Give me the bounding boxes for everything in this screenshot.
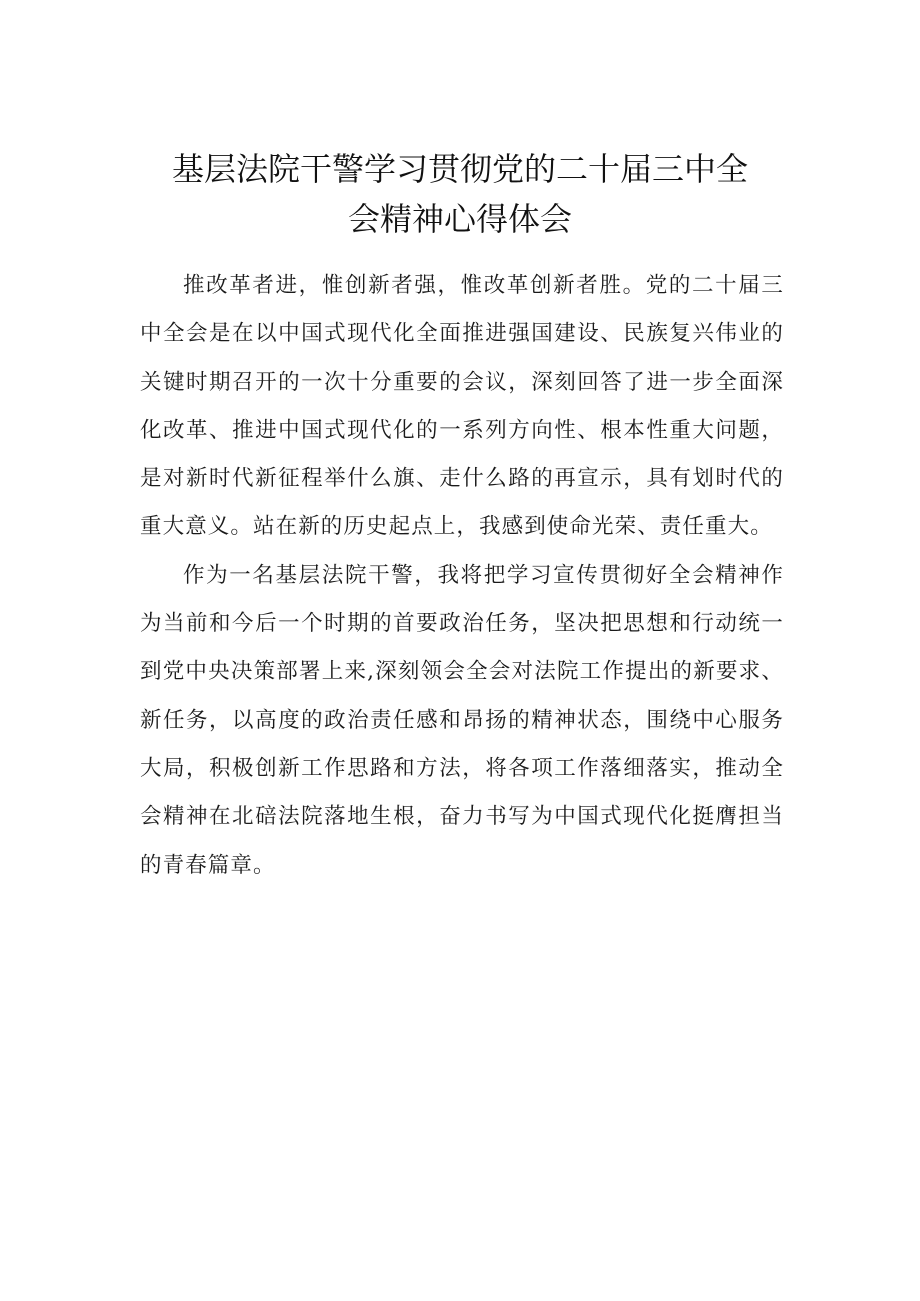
title-line-1: 基层法院干警学习贯彻党的二十届三中全 — [171, 150, 748, 188]
paragraph-2: 作为一名基层法院干警，我将把学习宣传贯彻好全会精神作为当前和今后一个时期的首要政治任务，坚决把思想和行动统一到党中央决策部署上来,深刻领会全会对法院工作提出的新要求、新任务，以高度的政治责任感和昂扬的精神状态，围绕中心服务大局，积极创新工作思路和方法，将各项工作落细落实，推动全会精神在北碚法院落地生根，奋力书写为中国式现代化挺膺担当的青春篇章。 — [140, 562, 784, 878]
document-title — [140, 144, 780, 244]
paragraph-1: 推改革者进，惟创新者强，惟改革创新者胜。党的二十届三中全会是在以中国式现代化全面推进强国建设、民族复兴伟业的关键时期召开的一次十分重要的会议，深刻回答了进一步全面深化改革、推进中国式现代化的一系列方向性、根本性重大问题，是对新时代新征程举什么旗、走什么路的再宣示，具有划时代的重大意义。站在新的历史起点上，我感到使命光荣、责任重大。 — [140, 273, 784, 540]
document-body — [140, 262, 784, 890]
title-line-2: 会精神心得体会 — [347, 200, 572, 238]
